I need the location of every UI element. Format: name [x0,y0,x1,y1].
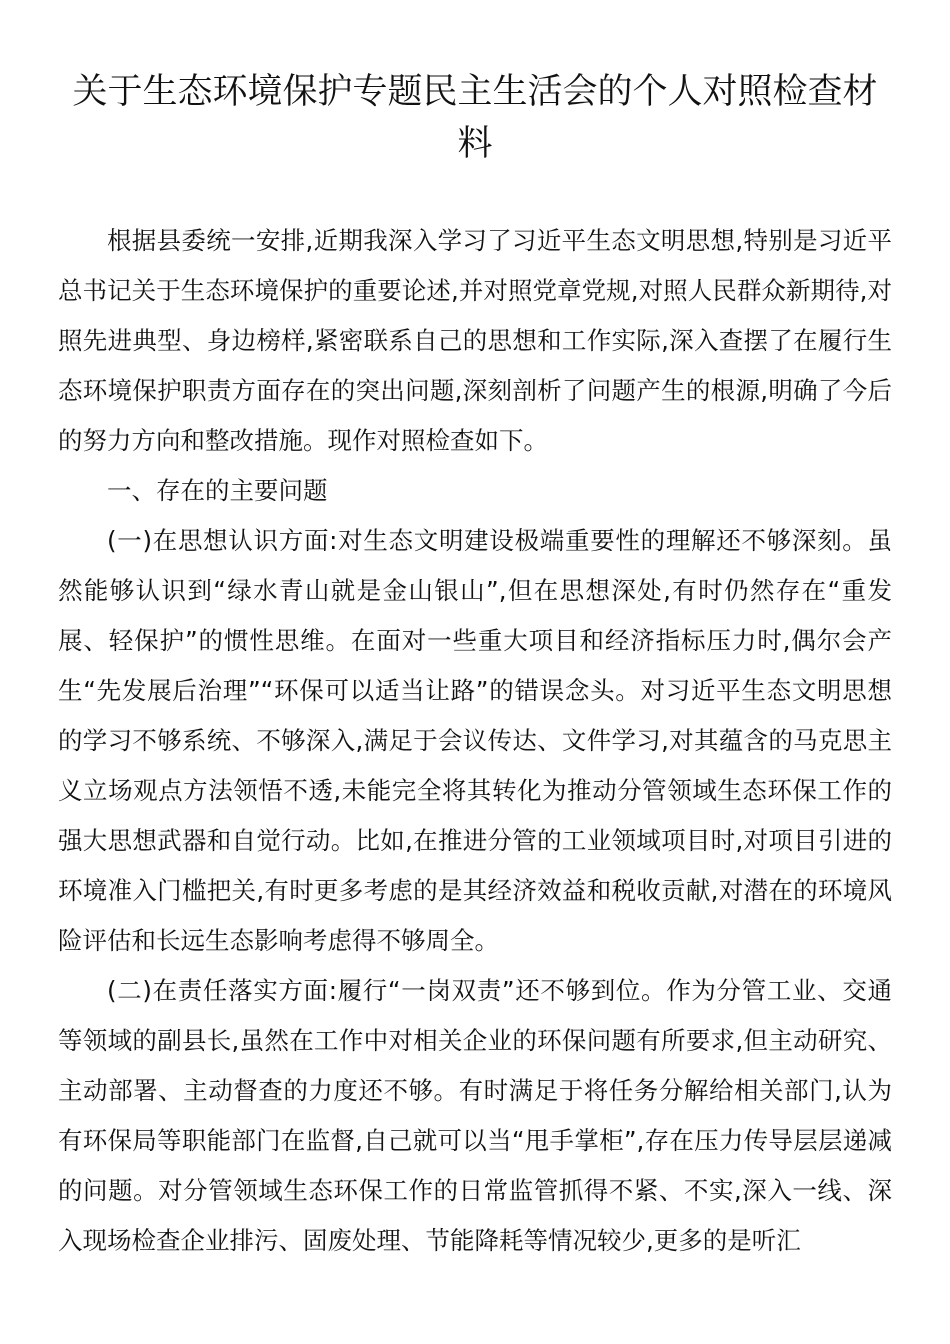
document-body [58,216,892,1266]
item-paragraph-responsibility: (二)在责任落实方面:履行“一岗双责”还不够到位。作为分管工业、交通等领域的副县长,虽然在工作中对相关企业的环保问题有所要求,但主动研究、主动部署、主动督查的力度还不够。有时满足于将任务分解给相关部门,认为有环保局等职能部门在监督,自己就可以当“甩手掌柜”,存在压力传导层层递减的问题。对分管领域生态环保工作的日常监管抓得不紧、不实,深入一线、深入现场检查企业排污、固废处理、节能降耗等情况较少,更多的是听汇 [58,976,892,1255]
section-heading-problems: 一、存在的主要问题 [107,476,328,505]
item-paragraph-thinking: (一)在思想认识方面:对生态文明建设极端重要性的理解还不够深刻。虽然能够认识到“绿水青山就是金山银山”,但在思想深处,有时仍然存在“重发展、轻保护”的惯性思维。在面对一些重大项目和经济指标压力时,偶尔会产生“先发展后治理”“环保可以适当让路”的错误念头。对习近平生态文明思想的学习不够系统、不够深入,满足于会议传达、文件学习,对其蕴含的马克思主义立场观点方法领悟不透,未能完全将其转化为推动分管领域生态环保工作的强大思想武器和自觉行动。比如,在推进分管的工业领域项目时,对项目引进的环境准入门槛把关,有时更多考虑的是其经济效益和税收贡献,对潜在的环境风险评估和长远生态影响考虑得不够周全。 [58,526,892,955]
document-title: 关于生态环境保护专题民主生活会的个人对照检查材料 [72,72,878,164]
intro-paragraph: 根据县委统一安排,近期我深入学习了习近平生态文明思想,特别是习近平总书记关于生态环境保护的重要论述,并对照党章党规,对照人民群众新期待,对照先进典型、身边榜样,紧密联系自己的思想和工作实际,深入查摆了在履行生态环境保护职责方面存在的突出问题,深刻剖析了问题产生的根源,明确了今后的努力方向和整改措施。现作对照检查如下。 [58,226,892,455]
